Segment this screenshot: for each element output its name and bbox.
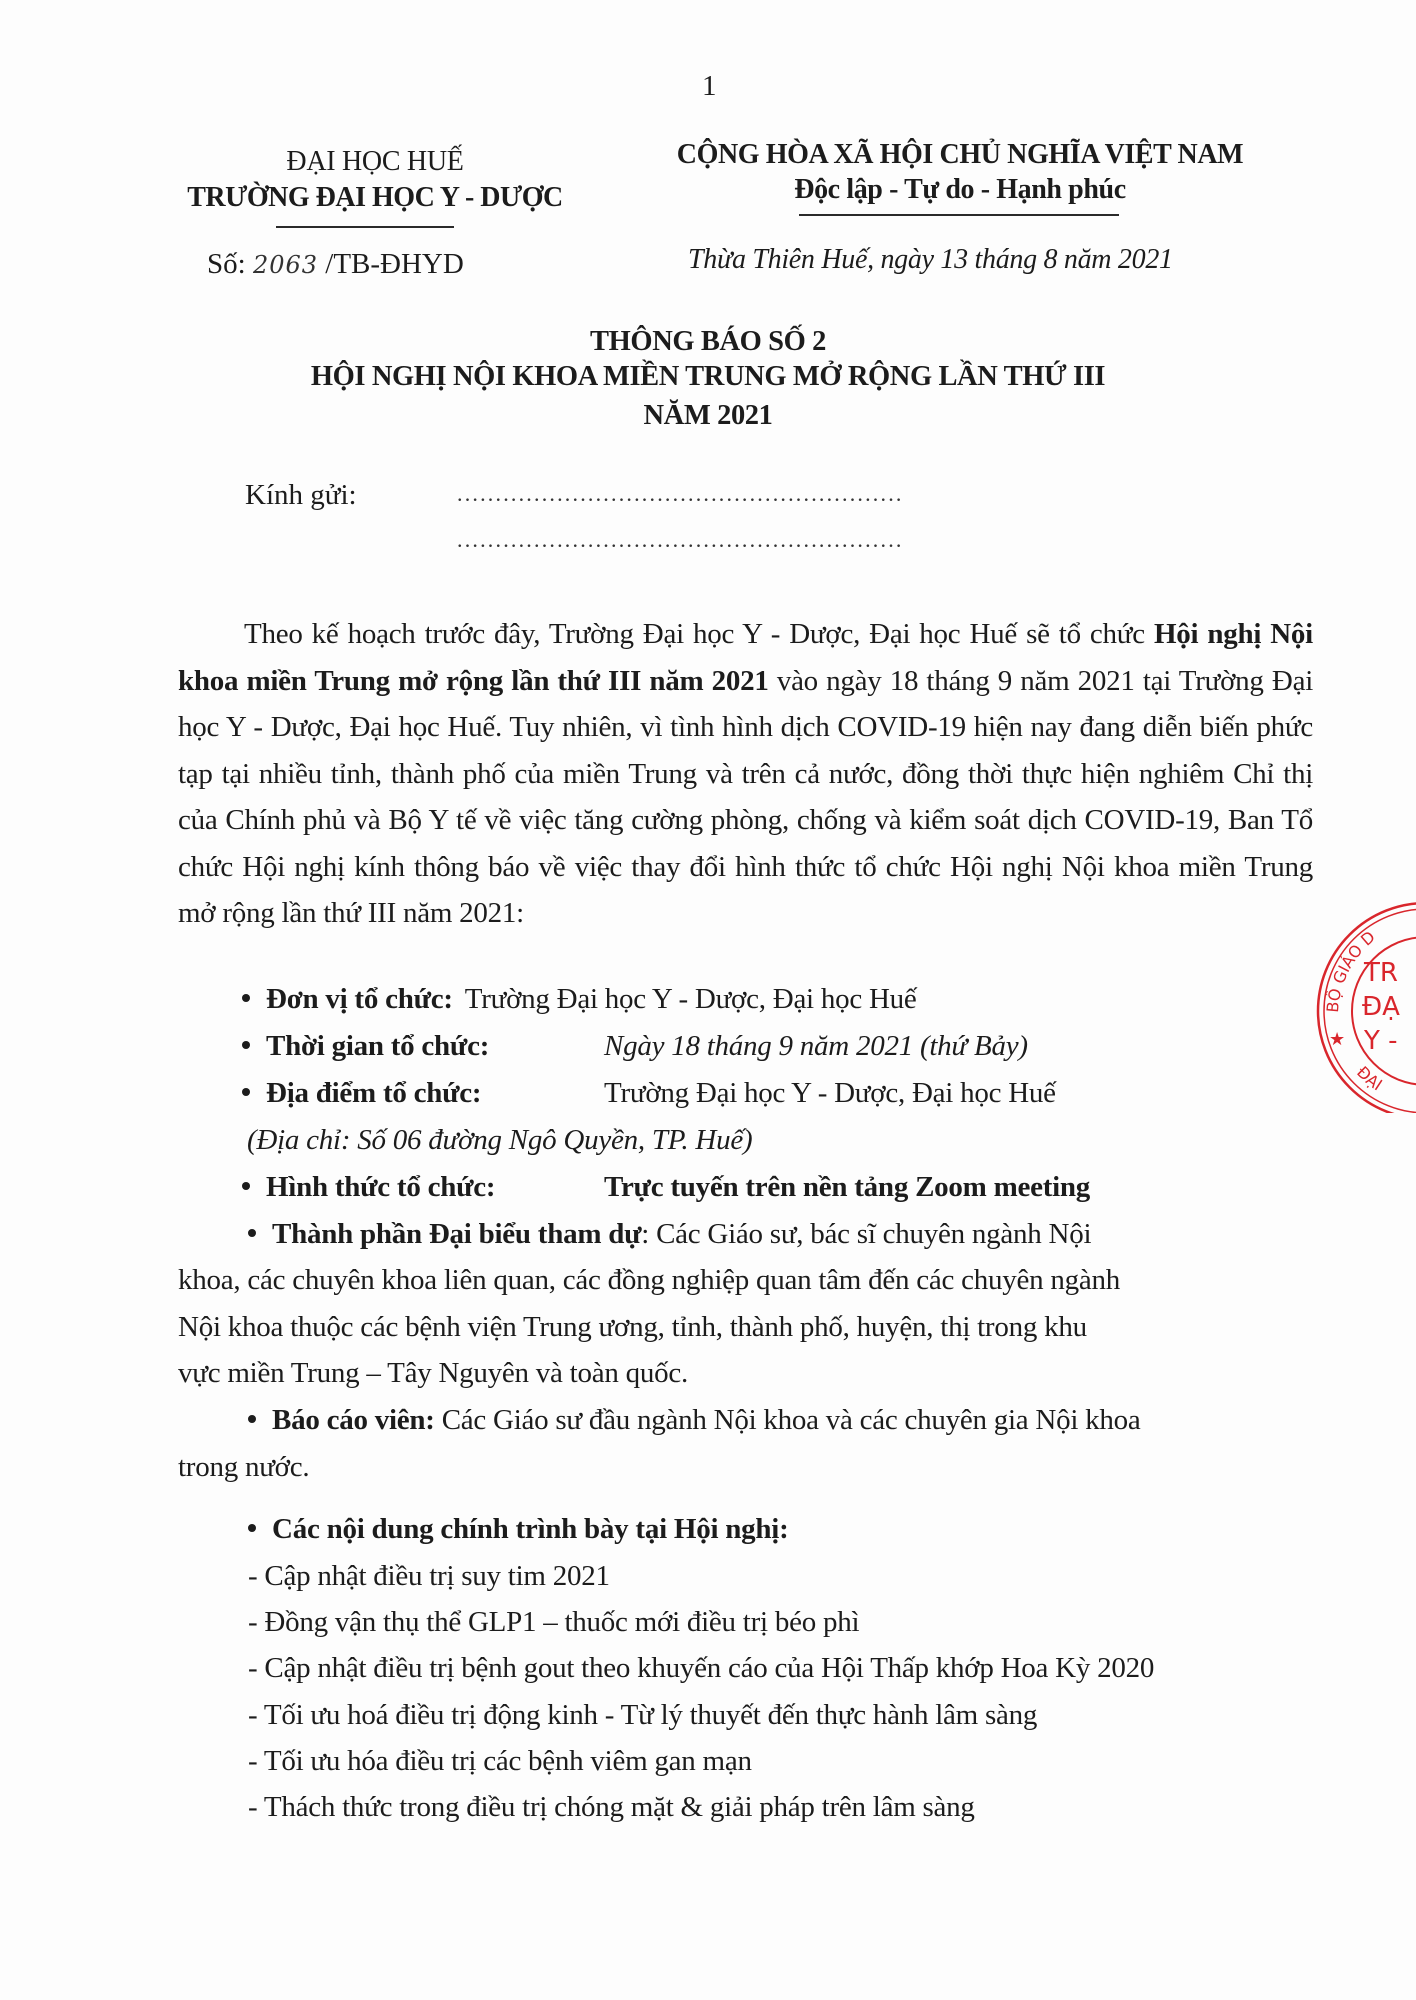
official-seal-stamp	[1316, 893, 1416, 1113]
detail-label: Báo cáo viên:	[272, 1404, 435, 1436]
participants-line-4: vực miền Trung – Tây Nguyên và toàn quốc.	[178, 1357, 688, 1389]
detail-time	[242, 1030, 1028, 1063]
topic-item: - Tối ưu hoá điều trị động kinh - Từ lý thuyết đến thực hành lâm sàng	[248, 1699, 1038, 1731]
topic-item: - Cập nhật điều trị suy tim 2021	[248, 1560, 610, 1592]
intro-conference-name: Hội nghị Nội khoa miền Trung mở rộng lần thứ III năm 2021	[178, 618, 1313, 697]
topic-item: - Thách thức trong điều trị chóng mặt & giải pháp trên lâm sàng	[248, 1791, 975, 1823]
detail-participants	[248, 1218, 1091, 1251]
participants-line-2: khoa, các chuyên khoa liên quan, các đồng nghiệp quan tâm đến các chuyên ngành	[178, 1264, 1120, 1296]
bullet-icon	[242, 994, 250, 1002]
bullet-icon	[242, 1182, 250, 1190]
seal-inner-text-1: TR	[1364, 958, 1398, 988]
header-left-underline	[276, 226, 454, 228]
detail-format	[242, 1171, 1090, 1204]
recipient-blank-line-1: ..........................................................	[457, 481, 904, 506]
page-number: 1	[702, 70, 717, 102]
bullet-icon	[242, 1041, 250, 1049]
detail-value: Trường Đại học Y - Dược, Đại học Huế	[464, 983, 917, 1015]
detail-organizer	[242, 983, 917, 1016]
topic-item: - Đồng vận thụ thể GLP1 – thuốc mới điều trị béo phì	[248, 1606, 860, 1638]
seal-ring-text-top: BỘ GIÁO D	[1322, 927, 1379, 1014]
intro-paragraph	[178, 611, 1313, 937]
detail-value: Trường Đại học Y - Dược, Đại học Huế	[604, 1077, 1056, 1109]
recipient-blank-line-2: ..........................................................	[457, 527, 904, 552]
bullet-icon	[248, 1415, 256, 1423]
seal-inner-text-3: Y -	[1364, 1026, 1398, 1056]
date-prefix: Thừa Thiên Huế, ngày	[688, 244, 941, 275]
national-name: CỘNG HÒA XÃ HỘI CHỦ NGHĨA VIỆT NAM	[676, 139, 1244, 170]
detail-venue	[242, 1077, 1056, 1110]
issuing-school: TRƯỜNG ĐẠI HỌC Y - DƯỢC	[187, 182, 563, 213]
bullet-icon	[242, 1088, 250, 1096]
detail-value: : Các Giáo sư, bác sĩ chuyên ngành Nội	[641, 1218, 1092, 1250]
seal-inner-text-2: ĐẠ	[1362, 992, 1400, 1022]
detail-value: Các Giáo sư đầu ngành Nội khoa và các chuyên gia Nội khoa	[434, 1404, 1141, 1436]
detail-speakers	[248, 1404, 1141, 1437]
bullet-icon	[248, 1229, 256, 1237]
topic-item: - Tối ưu hóa điều trị các bệnh viêm gan mạn	[248, 1745, 752, 1777]
speakers-line-2: trong nước.	[178, 1451, 310, 1483]
bullet-icon	[248, 1524, 256, 1532]
topics-heading	[248, 1513, 788, 1546]
document-number-suffix: /TB-ĐHYD	[318, 248, 464, 280]
national-motto: Độc lập - Tự do - Hạnh phúc	[794, 174, 1126, 205]
detail-label: Địa điểm tổ chức:	[266, 1077, 482, 1109]
date-day-handwritten: 13	[940, 244, 968, 275]
detail-label: Thành phần Đại biểu tham dự	[272, 1218, 642, 1250]
notice-title: THÔNG BÁO SỐ 2	[590, 326, 826, 357]
topic-item: - Cập nhật điều trị bệnh gout theo khuyến cáo của Hội Thấp khớp Hoa Kỳ 2020	[248, 1652, 1155, 1684]
detail-label: Hình thức tổ chức:	[266, 1171, 496, 1203]
conference-year: NĂM 2021	[643, 400, 773, 431]
detail-label: Đơn vị tổ chức:	[266, 983, 453, 1015]
document-number	[207, 248, 607, 281]
participants-line-3: Nội khoa thuộc các bệnh viện Trung ương, tỉnh, thành phố, huyện, thị trong khu	[178, 1311, 1087, 1343]
detail-address: (Địa chỉ: Số 06 đường Ngô Quyền, TP. Huế)	[247, 1124, 753, 1156]
topics-heading-text: Các nội dung chính trình bày tại Hội nghị:	[272, 1513, 789, 1545]
seal-star-icon: ★	[1329, 1029, 1346, 1050]
document-date	[688, 244, 1288, 276]
detail-value: Ngày 18 tháng 9 năm 2021 (thứ Bảy)	[604, 1030, 1028, 1062]
seal-ring-text-bottom: ĐẠI	[1353, 1062, 1386, 1095]
detail-label: Thời gian tổ chức:	[266, 1030, 490, 1062]
date-suffix: tháng 8 năm 2021	[967, 244, 1173, 275]
detail-value: Trực tuyến trên nền tảng Zoom meeting	[604, 1171, 1091, 1203]
parent-university: ĐẠI HỌC HUẾ	[286, 146, 464, 177]
conference-title: HỘI NGHỊ NỘI KHOA MIỀN TRUNG MỞ RỘNG LẦN THỨ III	[310, 361, 1106, 392]
recipient-label: Kính gửi:	[245, 479, 357, 511]
header-right-underline	[799, 214, 1119, 216]
document-number-prefix: Số:	[207, 248, 253, 280]
document-number-handwritten: 2063	[252, 251, 319, 279]
intro-text-1: Theo kế hoạch trước đây, Trường Đại học Y - Dược, Đại học Huế sẽ tổ chức	[244, 618, 1154, 650]
intro-text-2: vào ngày 18 tháng 9 năm 2021 tại Trường Đại học Y - Dược, Đại học Huế. Tuy nhiên, vì tình hình dịch COVID-19 hiện nay đang diễn biến phức tạp tại nhiều tỉnh, thành phố của miền Trung và trên cả nước, đồng thời thực hiện nghiêm Chỉ thị của Chính phủ và Bộ Y tế về việc tăng cường phòng, chống và kiểm soát dịch COVID-19, Ban Tổ chức Hội nghị kính thông báo về việc thay đổi hình thức tổ chức Hội nghị Nội khoa miền Trung mở rộng lần thứ III năm 2021:	[178, 664, 1314, 929]
